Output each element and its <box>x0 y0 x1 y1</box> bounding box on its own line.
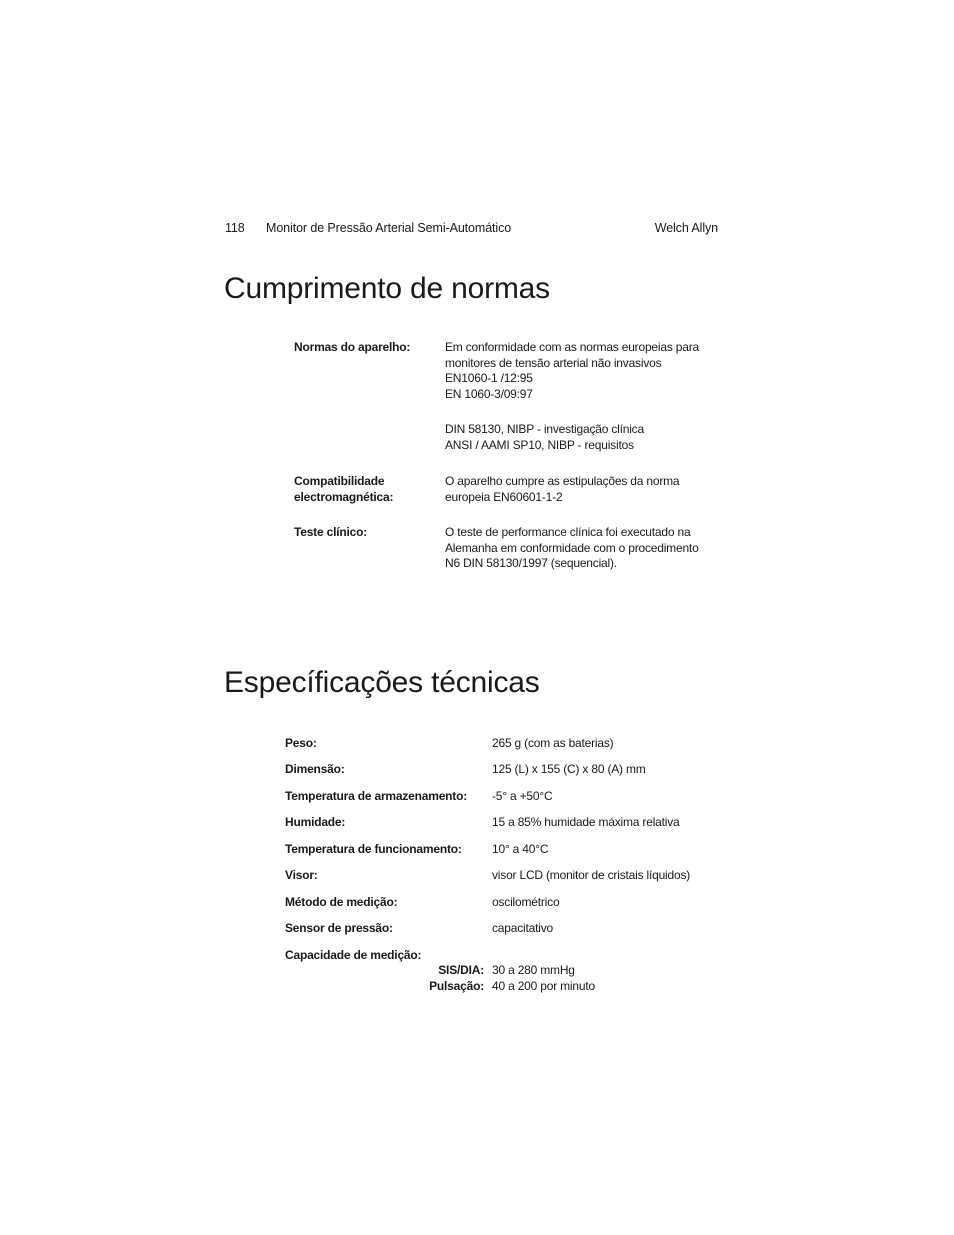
spec-value: visor LCD (monitor de cristais líquidos) <box>492 868 691 882</box>
brand-name: Welch Allyn <box>654 221 718 235</box>
spec-value: 15 a 85% humidade máxima relativa <box>492 815 680 829</box>
compliance-value: O teste de performance clínica foi executado na Alemanha em conformidade com o procedimento N6 DIN 58130/1997 (sequencial). <box>445 525 699 570</box>
compliance-value-extra: DIN 58130, NIBP - investigação clínica ANSI / AAMI SP10, NIBP - requisitos <box>445 422 644 452</box>
spec-value: capacitativo <box>492 921 553 935</box>
compliance-label: Teste clínico: <box>294 525 367 539</box>
spec-label: Sensor de pressão: <box>285 921 393 935</box>
spec-label: Peso: <box>285 736 317 750</box>
capacity-sub-label-sis-dia: SIS/DIA: <box>438 963 484 977</box>
capacity-sub-value-sis-dia: 30 a 280 mmHg <box>492 963 575 977</box>
specs-heading: Específicações técnicas <box>224 666 540 699</box>
spec-label: Visor: <box>285 868 318 882</box>
compliance-label: Compatibilidade electromagnética: <box>294 474 394 504</box>
spec-value: -5° a +50°C <box>492 789 553 803</box>
compliance-value: Em conformidade com as normas europeias para monitores de tensão arterial não invasivos EN1060-1 /12:95 EN 1060-3/09:97 <box>445 340 699 401</box>
page-number: 118 <box>225 221 245 235</box>
spec-value: 10° a 40°C <box>492 842 549 856</box>
capacity-label: Capacidade de medição: <box>285 948 422 962</box>
compliance-value: O aparelho cumpre as estipulações da norma europeia EN60601-1-2 <box>445 474 680 504</box>
spec-value: 125 (L) x 155 (C) x 80 (A) mm <box>492 762 646 776</box>
running-title: Monitor de Pressão Arterial Semi-Automático <box>266 221 512 235</box>
spec-value: oscilométrico <box>492 895 560 909</box>
spec-label: Temperatura de armazenamento: <box>285 789 468 803</box>
compliance-label: Normas do aparelho: <box>294 340 411 354</box>
capacity-sub-value-pulse: 40 a 200 por minuto <box>492 979 595 993</box>
spec-label: Temperatura de funcionamento: <box>285 842 462 856</box>
compliance-heading: Cumprimento de normas <box>224 272 550 305</box>
capacity-sub-label-pulse: Pulsação: <box>429 979 484 993</box>
spec-label: Dimensão: <box>285 762 345 776</box>
spec-label: Humidade: <box>285 815 346 829</box>
spec-value: 265 g (com as baterias) <box>492 736 614 750</box>
spec-label: Método de medição: <box>285 895 398 909</box>
